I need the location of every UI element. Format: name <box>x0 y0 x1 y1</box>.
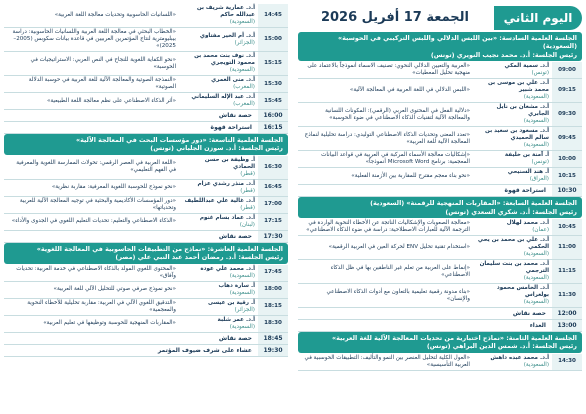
speaker-country: (السعودية) <box>523 142 549 149</box>
speaker-country: (قطر) <box>240 187 255 194</box>
row-time: 14:45 <box>258 4 288 27</box>
speaker-country: (عمان) <box>532 227 549 234</box>
row-time: 15:00 <box>258 28 288 51</box>
speaker-country: (السعودية) <box>523 361 549 368</box>
row-time: 17:15 <box>258 214 288 230</box>
row-speaker <box>474 168 552 184</box>
break-time: 12:00 <box>552 308 582 319</box>
session-title: الجلسة العلمية السابعة: «المقاربات المنهجية للرقمنة» (السعودية) <box>370 199 577 208</box>
right-column <box>298 32 582 371</box>
row-speaker <box>180 265 258 281</box>
row-speaker <box>180 214 258 230</box>
row-speaker <box>180 180 258 196</box>
break-row <box>4 345 288 357</box>
session-header <box>298 332 582 353</box>
schedule-row <box>298 127 582 151</box>
break-time: 19:30 <box>258 345 288 356</box>
paper-title: «إنماط على العربية من تعلم غير الناطقين بها في ظل الذكاء الاصطناعي» <box>330 264 470 278</box>
row-time: 18:00 <box>258 282 288 298</box>
session-title: الجلسة العلمية الثامنة: «نماذج اختبارية من تحديات المعالجة الآلية للغة العربية» <box>332 334 577 343</box>
paper-title: «نحو بناء معجم مقترح للمقاربة بين الأزمنة الفعلية» <box>351 172 470 179</box>
paper-title: «العول الكلية لتحليل العنصر بين النمو والتأليف: التطبيقات الحوسبية في العربية التأسيسية» <box>304 354 470 368</box>
date-title: الجمعة 17 أفريل 2026 <box>320 10 470 25</box>
row-speaker <box>474 236 552 259</box>
row-time: 15:30 <box>258 76 288 92</box>
speaker-country: (السعودية) <box>229 289 255 296</box>
paper-title: «أثر الذكاء الاصطناعي على نظم معالجة اللغة الطبيعية» <box>46 97 176 104</box>
speaker-name: أ. وظيفة بن حسن الحمادي <box>204 156 255 170</box>
speaker-name: أ. رقية بن عيسى <box>207 299 255 306</box>
paper-title: «اللبس الدلالي في اللغة العربية في المعالجة الآلية» <box>349 87 470 94</box>
schedule-row <box>298 151 582 168</box>
speaker-name: أ.د. أم الخير مفتاوي <box>199 32 255 39</box>
speaker-country: (السعودية) <box>229 272 255 279</box>
break-row <box>4 110 288 122</box>
left-column <box>4 4 288 357</box>
schedule-row <box>4 28 288 52</box>
break-label: عشاء على شرف ضيوف المؤتمر <box>157 346 252 354</box>
speaker-country: (المغرب) <box>233 84 255 90</box>
speaker-country: (الجزائر) <box>234 39 255 46</box>
schedule-row <box>4 214 288 231</box>
schedule-row <box>4 4 288 28</box>
schedule-row <box>298 284 582 308</box>
paper-title: «دلالية الفعل في المحتوى العربي (الرقمي): المكونات اللسانية والمعالجة الآلية لتقنيات الذكاء الاصطناعي في ضوء الحوسبة» <box>325 107 470 121</box>
schedule-row <box>4 282 288 299</box>
schedule-row <box>4 52 288 76</box>
speaker-country: (السعودية) <box>523 299 549 306</box>
speaker-name: أ.د. عمر شلبة <box>217 316 255 323</box>
schedule-row <box>4 299 288 316</box>
speaker-country: (السعودية) <box>229 19 255 25</box>
speaker-country: (السعودية) <box>523 118 549 125</box>
speaker-country: (الجزائر) <box>234 306 255 313</box>
break-time: 18:45 <box>258 333 288 344</box>
break-time: 10:30 <box>552 185 582 196</box>
speaker-name: أ. آمنة بن خليفة <box>504 152 549 159</box>
row-speaker <box>180 197 258 213</box>
paper-title: «اللغة العربية في العصر الرقمي: تحولات الممارسة اللغوية والمعرفية في الفهم التعليمي» <box>16 160 176 174</box>
paper-title: «دور المؤسسات الأكاديمية والبحثية في توجيه المعالجة الآلية للعربية وتحدياتها» <box>19 197 176 211</box>
session-chair: رئيس الجلسة: أ.د. رمضان أحمد عبد النبي علي (مصر) <box>115 253 283 262</box>
session-chair: رئيس الجلسة: أ.د. سوزن الجلباني (تونس) <box>150 144 283 153</box>
break-label: حصة نقاش <box>218 112 252 119</box>
paper-title: «إشكاليات معالجة الأسماء المركبة في العربية في قواعد البيانات المعجمية: برنامج Microsoft Word أنموذجاً» <box>321 152 470 166</box>
day-badge: اليوم الثاني <box>494 6 582 30</box>
speaker-name: أ.د. محمد بن بنت سليمان الترجمي <box>479 261 549 275</box>
row-time: 11:30 <box>552 284 582 307</box>
schedule-row <box>298 103 582 127</box>
speaker-name: أ.د. مسعود بن سعيد بن سالم الحميدي <box>485 128 549 142</box>
break-label: الغداء <box>529 322 546 330</box>
paper-title: «بناء مدونة رقمية تعليمية بالتعاون مع أدوات الذكاء الاصطناعي والإنسان» <box>326 288 470 302</box>
speaker-country: (العراق) <box>529 176 549 183</box>
paper-title: «الخطاب البحثي في معالجة اللغة العربية واللسانيات الحاسوبية: دراسة بيبليومترية لنتاج المؤتمرين العربيين في قاعدة بيانات سكوبس (2005–2025)» <box>12 29 176 49</box>
row-time: 09:30 <box>552 103 582 126</box>
speaker-country: (السعودية) <box>523 251 549 258</box>
row-speaker <box>180 76 258 92</box>
session-header <box>4 243 288 264</box>
speaker-country: (السعودية) <box>229 323 255 330</box>
speaker-name: أ.د. عماد بسام غنوم <box>199 214 255 221</box>
speaker-name: أ.د. عمارية شريف بن عبدالله حاكم <box>196 5 255 18</box>
speaker-country: (السعودية) <box>523 94 549 101</box>
session-title: الجلسة العلمية العاشرة: «نماذج من التطبيقات الحاسوبية في المعالجة اللغوية» <box>36 244 283 253</box>
speaker-name: أ.د. علي بن محمد بن يحي الحكمي <box>477 237 549 251</box>
row-time: 09:15 <box>552 79 582 102</box>
speaker-name: أ.د. محمد لهلال <box>506 220 549 227</box>
speaker-name: أ.د. منى العمري <box>211 77 255 83</box>
speaker-name: أ.د. نوف بنت محمد بن محمود التويجري <box>194 53 255 66</box>
row-speaker <box>474 103 552 126</box>
row-speaker <box>474 127 552 150</box>
row-time: 11:00 <box>552 236 582 259</box>
speaker-name: أ.د. محمد علي عودة <box>200 265 255 272</box>
row-time: 16:30 <box>258 156 288 179</box>
paper-title: «نحو الكفاية اللغوية للنجاح في النص العربي: الاستراتيجيات في الحوسبة» <box>30 56 176 70</box>
row-speaker <box>474 79 552 102</box>
paper-title: «الذكاء الاصطناعي والتعليم: تحديات التعليم اللغوي في الجدوى والأداء» <box>11 218 176 225</box>
speaker-name: أ.د. الخامس محمود بولعراس <box>496 285 549 299</box>
schedule-row <box>298 62 582 79</box>
paper-title: «نحو نموذج للحوسبة اللغوية المعرفية: مقاربة نظرية» <box>51 184 176 191</box>
paper-title: «العربية والتعيين الدلالي النحوي: تصنيف الاسماء أنموذجاً بالاعتماد على منهجية تحليل المعطيات» <box>307 63 470 77</box>
break-time: 17:30 <box>258 231 288 242</box>
row-speaker <box>180 156 258 179</box>
row-time: 15:15 <box>258 52 288 75</box>
session-chair: رئيس الجلسة: أ.د. شكري السعدي (تونس) <box>445 207 577 216</box>
speaker-name: أ.د. منذر رشدي عزام <box>197 180 255 187</box>
schedule-row <box>298 354 582 371</box>
speaker-name: أ.د. محمد عبده داهش <box>490 354 549 361</box>
row-time: 15:45 <box>258 93 288 109</box>
row-time: 17:00 <box>258 197 288 213</box>
row-time: 10:00 <box>552 151 582 167</box>
speaker-name: أ.د. سمية المكي <box>504 63 549 70</box>
paper-title: «اللسانيات الحاسوبية وتحديات معالجة اللغة العربية» <box>54 12 176 18</box>
speaker-name: أ.د. علي بن موسى بن محمد شبير <box>488 80 549 94</box>
speaker-country: (تونس) <box>531 70 549 77</box>
schedule-row <box>4 156 288 180</box>
break-label: حصة نقاش <box>512 310 546 318</box>
schedule-row <box>298 236 582 260</box>
break-row <box>298 320 582 332</box>
break-row <box>4 122 288 134</box>
row-speaker <box>474 62 552 78</box>
row-speaker <box>180 299 258 315</box>
row-speaker <box>474 284 552 307</box>
row-time: 18:30 <box>258 316 288 332</box>
row-time: 14:30 <box>552 354 582 370</box>
schedule-row <box>298 260 582 284</box>
paper-title: «نحو نموذج صرفي صوتي للتحليل الآلي للغة العربية» <box>53 286 176 293</box>
break-time: 13:00 <box>552 320 582 331</box>
speaker-country: (لبنان) <box>239 221 255 228</box>
speaker-name: أ. سارة دهاب <box>218 282 255 289</box>
schedule-row <box>4 180 288 197</box>
break-row <box>4 333 288 345</box>
row-time: 09:45 <box>552 127 582 150</box>
session-header <box>298 32 582 61</box>
break-row <box>4 231 288 243</box>
schedule-row <box>4 76 288 93</box>
row-speaker <box>474 219 552 235</box>
session-chair: رئيس الجلسة: أ.د. محمد نجيب النويري (تونس) <box>430 50 577 59</box>
schedule-row <box>4 316 288 333</box>
break-row <box>298 308 582 320</box>
schedule-row <box>298 79 582 103</box>
row-time: 16:45 <box>258 180 288 196</box>
speaker-country: (قطر) <box>240 170 255 177</box>
row-speaker <box>180 4 258 27</box>
speaker-country: (قطر) <box>240 204 255 211</box>
paper-title: «النمذجة الصوتية والمعالجة الآلية للغة العربية في حوسبة الدلالة الصوتية» <box>28 77 176 90</box>
row-time: 11:15 <box>552 260 582 283</box>
break-label: حصة نقاش <box>218 232 252 240</box>
speaker-name: أ.د. غالية علي عبداللطيف <box>184 197 255 204</box>
row-time: 10:45 <box>552 219 582 235</box>
paper-title: «المحتوى اللغوي المولد بالذكاء الاصطناعي في خدمة العربية: تحديات وآفاق» <box>16 265 176 279</box>
paper-title: «معالجة الصعوبات والإشكاليات الناتجة عن الأخطاء النحوية الواردة في الترجمة الآلية للعبارات الاصطلاحية: دراسة في ضوء الذكاء الاصطناعي» <box>306 220 470 234</box>
schedule-row <box>4 265 288 282</box>
session-header <box>298 197 582 218</box>
break-label: استراحة قهوة <box>504 187 546 195</box>
break-row <box>298 185 582 197</box>
paper-title: «تعدد المعنى وتحديات الذكاء الاصطناعي التوليدي: دراسة تحليلية لنماذج المعالجة الآلية للغة العربية» <box>304 131 470 145</box>
row-time: 10:15 <box>552 168 582 184</box>
row-speaker <box>180 282 258 298</box>
row-time: 17:45 <box>258 265 288 281</box>
row-speaker <box>474 260 552 283</box>
row-time: 18:15 <box>258 299 288 315</box>
speaker-country: (المغرب) <box>233 101 255 107</box>
speaker-name: أ.د. عبد الإله السليماني <box>191 94 255 100</box>
row-speaker <box>474 354 552 370</box>
paper-title: «التدقيق اللغوي الآلي في العربية: مقاربة تحليلية للأخطاء النحوية والمعجمية» <box>27 299 176 313</box>
speaker-name: أ. هند السنيحي <box>507 169 549 176</box>
paper-title: «استخدام تقنية تحليل ENV لحركة العين في العربية الرقمية» <box>328 244 470 251</box>
speaker-country: (تونس) <box>531 159 549 166</box>
speaker-country: (السعودية) <box>523 275 549 282</box>
break-time: 16:15 <box>258 122 288 133</box>
schedule-row <box>298 168 582 185</box>
break-time: 16:00 <box>258 110 288 121</box>
schedule-row <box>298 219 582 236</box>
row-speaker <box>180 316 258 332</box>
speaker-country: (السعودية) <box>229 67 255 73</box>
paper-title: «المقاربات المنهجية للحوسبة وتوظيفها في تعليم العربية» <box>43 320 176 327</box>
schedule-row <box>4 197 288 214</box>
schedule-row <box>4 93 288 110</box>
speaker-name: أ.د. مشعان بن نايل الجابري <box>496 104 549 118</box>
break-label: حصة نقاش <box>218 334 252 342</box>
row-speaker <box>180 32 258 48</box>
row-speaker <box>180 52 258 75</box>
session-title: الجلسة العلمية السادسة: «بين اللبس الدلالي واللبس التركيبي في الحوسبة» (السعودية) <box>337 34 577 51</box>
break-label: استراحة قهوة <box>210 124 252 131</box>
row-time: 09:00 <box>552 62 582 78</box>
session-chair: رئيس الجلسة: أ.د. شمس الدين البراهي (تونس) <box>426 342 577 351</box>
row-speaker <box>180 93 258 109</box>
session-header <box>4 134 288 155</box>
session-title: الجلسة العلمية التاسعة: «دور مؤسسات البحث في المعالجة الآلية» <box>75 136 283 144</box>
row-speaker <box>474 151 552 167</box>
